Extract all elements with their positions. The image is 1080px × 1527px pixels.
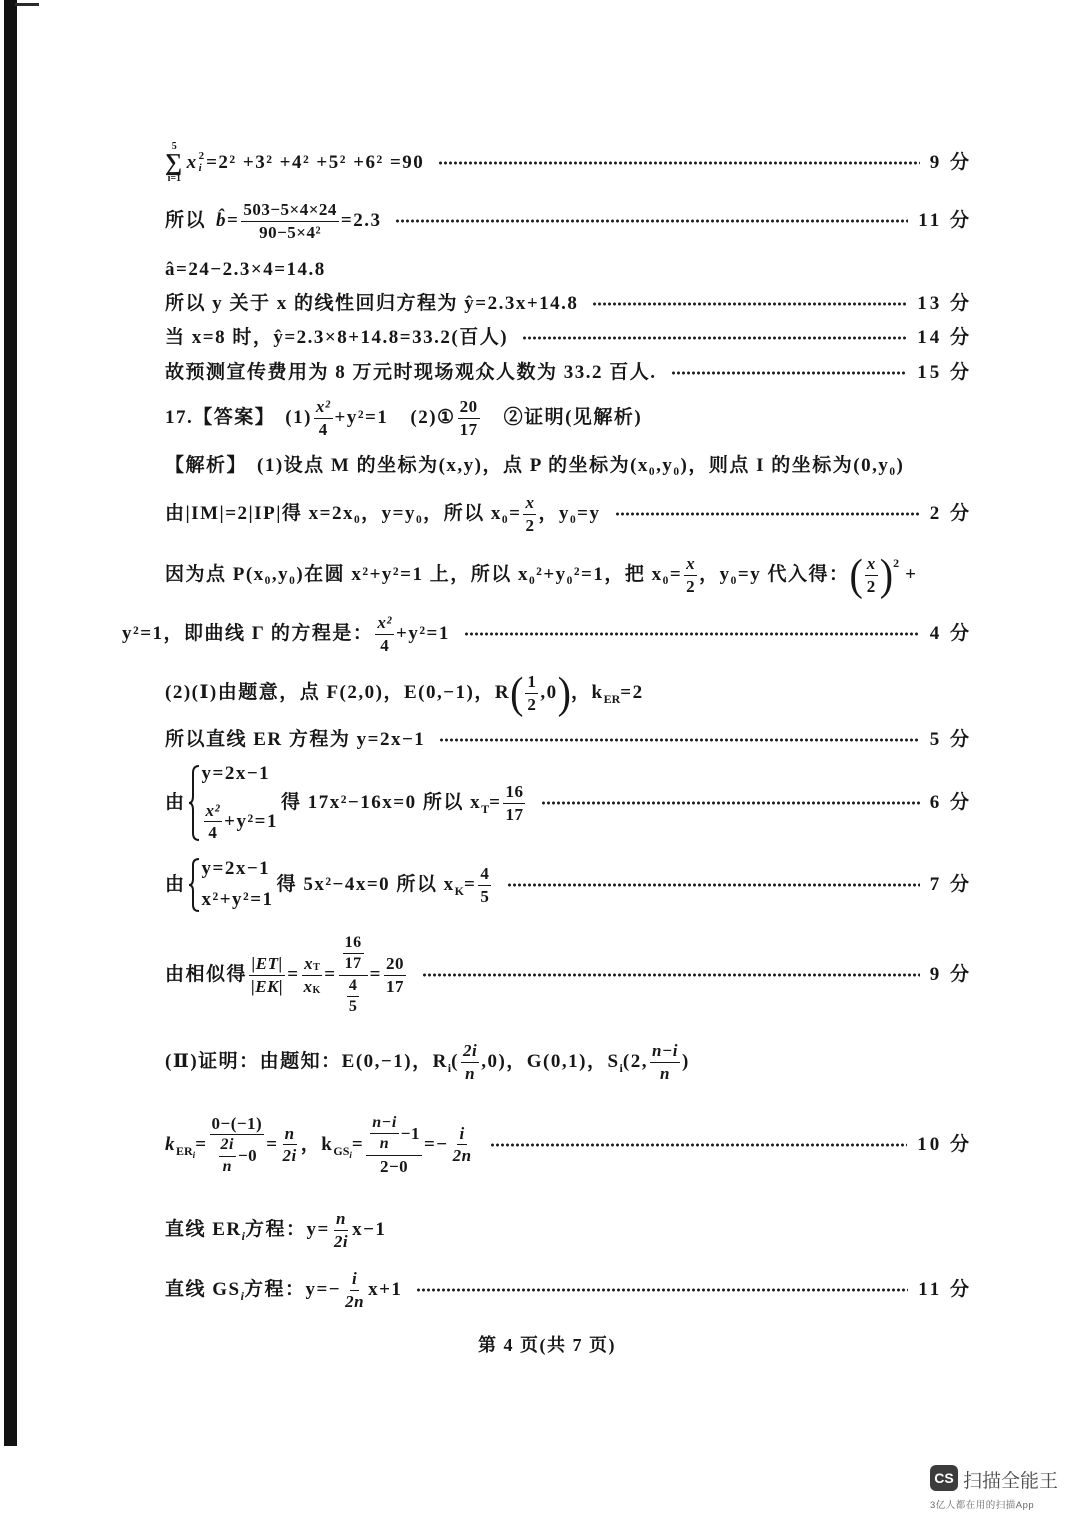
half-x-fraction bbox=[684, 554, 697, 596]
system-ellipse-content bbox=[165, 763, 527, 843]
summation-upper-limit: 5 bbox=[171, 140, 177, 152]
prediction-text: 当 x=8 时，ŷ=2.3×8+14.8=33.2(百人) bbox=[165, 326, 509, 348]
regression-equation-line bbox=[165, 289, 972, 319]
eri-slope-fraction bbox=[332, 1209, 350, 1251]
equation-label: 方程：y=− bbox=[243, 1278, 342, 1300]
prediction-line bbox=[165, 323, 972, 353]
score-label: 4 分 bbox=[929, 622, 972, 644]
fraction-numerator: x bbox=[865, 554, 878, 576]
left-paren: ( bbox=[510, 667, 524, 718]
fraction-numerator: x² bbox=[314, 397, 333, 419]
curve-equation-content bbox=[122, 613, 450, 655]
part-2-i-line bbox=[165, 668, 972, 718]
im-relation-content bbox=[165, 493, 601, 535]
fraction-numerator: n bbox=[283, 1124, 297, 1146]
similarity-lead: 由相似得 bbox=[165, 963, 248, 985]
fraction-denominator: 5 bbox=[348, 997, 358, 1015]
ellipse-fraction bbox=[204, 801, 223, 843]
slope-value: =2 bbox=[620, 681, 644, 703]
equals-sign: = bbox=[324, 963, 337, 985]
slope-symbol: k bbox=[165, 1133, 176, 1155]
line-er-equation-text: 所以直线 ER 方程为 y=2x−1 bbox=[165, 728, 426, 750]
fraction-denominator: 4 bbox=[380, 635, 390, 655]
dot-leader bbox=[416, 1287, 908, 1293]
slope-separator: ，k bbox=[300, 1133, 334, 1155]
circle-substitution-line bbox=[165, 547, 972, 603]
fraction-denominator: 90−5×4² bbox=[259, 222, 322, 242]
fraction-numerator: 20 bbox=[384, 954, 406, 976]
point-subscript: i bbox=[447, 1060, 452, 1075]
equals-sign: = bbox=[227, 209, 240, 231]
fraction-numerator: x² bbox=[204, 801, 223, 823]
score-label: 11 分 bbox=[918, 1278, 972, 1300]
compound-fraction bbox=[339, 934, 368, 1017]
scan-edge-tick bbox=[15, 3, 39, 6]
fraction-denominator: n bbox=[222, 1157, 232, 1175]
im-relation-line bbox=[165, 490, 972, 538]
ri-x-fraction bbox=[461, 1041, 479, 1083]
point-list-text: ,0)，G(0,1)，S bbox=[481, 1050, 620, 1072]
index-and-power bbox=[199, 151, 205, 174]
left-brace-icon bbox=[188, 765, 200, 841]
fraction-denominator: 2 bbox=[525, 515, 535, 535]
part-2-label: (2)① bbox=[410, 406, 456, 428]
system-lead: 由 bbox=[165, 873, 186, 895]
dot-leader bbox=[671, 370, 908, 376]
half-fraction bbox=[525, 672, 538, 714]
score-label: 13 分 bbox=[917, 292, 972, 314]
fraction-numerator: 0−(−1) bbox=[210, 1114, 265, 1136]
line-subscript: i bbox=[241, 1228, 245, 1243]
system-equation-2 bbox=[202, 889, 274, 912]
er-slope-fraction bbox=[210, 1114, 265, 1176]
numerator-tail: −1 bbox=[400, 1123, 420, 1143]
score-label: 7 分 bbox=[929, 873, 972, 895]
equals-sign: = bbox=[369, 963, 382, 985]
x-subscript: K bbox=[454, 883, 465, 898]
fraction-denominator: 2 bbox=[866, 576, 876, 596]
half-x-fraction bbox=[523, 493, 536, 535]
fraction-denominator: 2n bbox=[345, 1291, 365, 1311]
ellipse-fraction bbox=[375, 613, 394, 655]
ratio-answer-fraction bbox=[458, 397, 480, 439]
score-label: 15 分 bbox=[917, 361, 972, 383]
line-eri-equation-line bbox=[165, 1205, 972, 1255]
fraction-denominator: 17 bbox=[459, 419, 478, 439]
fraction-denominator: 4 bbox=[208, 823, 218, 843]
variable-x: x bbox=[303, 976, 313, 996]
line-er-equation-line bbox=[165, 725, 972, 755]
half-x-fraction bbox=[865, 554, 878, 596]
fraction-numerator: 4 bbox=[478, 864, 491, 886]
system-equation-1 bbox=[202, 763, 278, 786]
line-subscript: i bbox=[240, 1288, 244, 1303]
fraction-numerator: x bbox=[523, 493, 536, 515]
dot-leader bbox=[507, 882, 919, 888]
score-label: 9 分 bbox=[929, 963, 972, 985]
fraction-numerator: x² bbox=[375, 613, 394, 635]
conclusion-text: 故预测宣传费用为 8 万元时现场观众人数为 33.2 百人. bbox=[165, 361, 657, 383]
fraction-denominator: n bbox=[379, 1135, 390, 1153]
x-subscript: T bbox=[313, 961, 320, 973]
dot-leader bbox=[522, 335, 907, 341]
fraction-numerator: 2i bbox=[461, 1041, 479, 1063]
solution-intro-text: (1)设点 M 的坐标为(x,y)，点 P 的坐标为(x₀,y₀)，则点 I 的坐标为(0,y₀) bbox=[257, 454, 905, 476]
line-gsi-equation-line bbox=[165, 1265, 972, 1315]
equals-sign: = bbox=[287, 963, 300, 985]
equals-sign: = bbox=[266, 1133, 279, 1155]
gsi-slope-fraction bbox=[343, 1269, 366, 1311]
b-hat-fraction bbox=[241, 200, 339, 242]
line-label: 直线 ER bbox=[165, 1218, 242, 1240]
si-y-fraction bbox=[650, 1041, 680, 1083]
curve-equation-tail: +y²=1 bbox=[396, 622, 450, 644]
similarity-ratio-line bbox=[165, 925, 972, 1025]
fraction-numerator: 4 bbox=[347, 977, 360, 997]
denominator-tail: −0 bbox=[238, 1146, 258, 1166]
fraction-numerator: n−i bbox=[650, 1041, 680, 1063]
equation-text: x²+y²=1 bbox=[201, 889, 274, 911]
curve-equation-text: y²=1，即曲线 Γ 的方程是： bbox=[122, 622, 374, 644]
equals-sign: = bbox=[195, 1133, 208, 1155]
slope-subscript: ER bbox=[176, 1143, 193, 1158]
slopes-line bbox=[165, 1095, 972, 1195]
power: 2 bbox=[893, 555, 900, 570]
inner-fraction bbox=[343, 934, 364, 974]
dot-leader bbox=[422, 972, 920, 978]
system-equation-2 bbox=[202, 801, 278, 843]
fraction-denominator: n bbox=[465, 1063, 476, 1083]
equals-sign: = bbox=[464, 873, 477, 895]
equals-minus: =− bbox=[423, 1133, 449, 1155]
sum-of-squares-expression bbox=[165, 142, 424, 185]
right-paren: ) bbox=[557, 667, 571, 718]
variable-x: x bbox=[186, 151, 198, 173]
fraction-denominator: 2 bbox=[527, 694, 537, 714]
score-label: 10 分 bbox=[917, 1133, 972, 1155]
im-relation-text: 由|IM|=2|IP|得 x=2x₀，y=y₀，所以 x₀= bbox=[165, 502, 522, 524]
dot-leader bbox=[490, 1142, 908, 1148]
proof-note: ②证明(见解析) bbox=[503, 406, 643, 428]
sum-expansion: =2² +3² +4² +5² +6² =90 bbox=[206, 151, 425, 173]
fraction-numerator bbox=[339, 934, 368, 976]
inner-fraction bbox=[370, 1114, 399, 1154]
score-label: 11 分 bbox=[918, 209, 972, 231]
fraction-numerator: i bbox=[457, 1124, 466, 1146]
summation-sign: ∑ bbox=[165, 149, 184, 176]
variable-x: x bbox=[304, 953, 314, 973]
ellipse-fraction bbox=[314, 397, 333, 439]
fraction-numerator: |ET| bbox=[249, 954, 284, 976]
conclusion-line bbox=[165, 358, 972, 388]
fraction-denominator: 17 bbox=[505, 804, 524, 824]
sum-of-squares-line bbox=[165, 138, 972, 188]
camscanner-logo-icon: CS bbox=[930, 1465, 958, 1491]
fraction-numerator bbox=[302, 954, 322, 976]
inner-fraction bbox=[347, 977, 360, 1017]
circle-middle-text: ，y₀=y 代入得： bbox=[699, 563, 850, 585]
score-label: 2 分 bbox=[929, 502, 972, 524]
system-circle-content bbox=[165, 858, 493, 912]
equation-tail: x+1 bbox=[368, 1278, 403, 1300]
system-result-text: 得 17x²−16x=0 所以 x bbox=[280, 791, 482, 813]
part-1-label: (1) bbox=[285, 406, 312, 428]
page-number: 第 4 页(共 7 页) bbox=[478, 1335, 616, 1355]
fraction-denominator: 2 bbox=[686, 576, 696, 596]
xt-fraction bbox=[503, 782, 525, 824]
a-hat-expression: â=24−2.3×4=14.8 bbox=[165, 258, 326, 280]
x-subscript: T bbox=[481, 801, 490, 816]
system-result-text: 得 5x²−4x=0 所以 x bbox=[276, 873, 455, 895]
fraction-denominator: 2i bbox=[282, 1146, 297, 1166]
curve-equation-line bbox=[122, 609, 972, 659]
equation-tail: +y²=1 bbox=[224, 810, 278, 832]
scan-edge-bar bbox=[4, 0, 17, 1446]
b-hat-line bbox=[165, 193, 972, 249]
system-equation-1 bbox=[202, 858, 274, 881]
fraction-denominator bbox=[215, 1135, 260, 1176]
system-equations bbox=[202, 763, 278, 843]
power: 2 bbox=[198, 150, 205, 163]
equation-tail: x−1 bbox=[352, 1218, 387, 1240]
dot-leader bbox=[438, 160, 919, 166]
dot-leader bbox=[395, 218, 908, 224]
dot-leader bbox=[592, 301, 907, 307]
x-ratio-fraction bbox=[302, 954, 323, 996]
slope-sub-subscript: i bbox=[192, 1149, 196, 1160]
solution-intro-line bbox=[165, 451, 972, 481]
score-label: 14 分 bbox=[917, 326, 972, 348]
ellipse-rest: +y²=1 bbox=[334, 406, 389, 428]
score-label: 6 分 bbox=[929, 791, 972, 813]
slope-sub-subscript: i bbox=[349, 1149, 352, 1160]
point-open: ( bbox=[451, 1050, 459, 1072]
b-hat-symbol: b̂ bbox=[216, 209, 228, 231]
right-paren: ) bbox=[879, 549, 894, 600]
slopes-content bbox=[165, 1114, 476, 1176]
fraction-denominator: 4 bbox=[318, 419, 328, 439]
point-close: ) bbox=[681, 1050, 690, 1072]
fraction-denominator: n bbox=[659, 1063, 670, 1083]
plus-sign: + bbox=[905, 563, 918, 585]
fraction-denominator: 17 bbox=[344, 955, 362, 973]
im-relation-tail: ，y₀=y bbox=[538, 502, 601, 524]
fraction-denominator bbox=[302, 976, 323, 997]
fraction-numerator: 1 bbox=[525, 672, 538, 694]
dot-leader bbox=[541, 800, 919, 806]
solution-label: 【解析】 bbox=[165, 454, 248, 476]
slope-subscript: GS bbox=[333, 1143, 350, 1158]
prefix-text: 所以 bbox=[165, 209, 207, 231]
equals-sign: = bbox=[489, 791, 502, 813]
fraction-numerator: 2i bbox=[219, 1136, 236, 1156]
summation-lower-limit: i=1 bbox=[167, 173, 182, 185]
score-label: 5 分 bbox=[929, 728, 972, 750]
equation-system bbox=[188, 858, 274, 912]
fraction-denominator: 2n bbox=[452, 1146, 472, 1166]
equals-sign: = bbox=[351, 1133, 365, 1155]
fraction-numerator: 16 bbox=[343, 934, 364, 954]
equation-system bbox=[188, 763, 278, 843]
slope-subscript: ER bbox=[603, 691, 621, 706]
fraction-denominator: 5 bbox=[480, 886, 490, 906]
point-open: (2, bbox=[622, 1050, 648, 1072]
fraction-numerator: 503−5×4×24 bbox=[241, 200, 339, 222]
left-brace-icon bbox=[188, 858, 200, 912]
ratio-result-fraction bbox=[384, 954, 406, 996]
fraction-denominator: 17 bbox=[385, 976, 404, 996]
system-ellipse-line bbox=[165, 761, 972, 845]
summation bbox=[165, 142, 184, 185]
dot-leader bbox=[464, 631, 920, 637]
line-gsi-content bbox=[165, 1269, 402, 1311]
watermark-tagline: 3亿人都在用的扫描App bbox=[930, 1500, 1035, 1511]
b-hat-result: =2.3 bbox=[340, 209, 382, 231]
segment-ratio-fraction bbox=[249, 954, 285, 996]
fraction-numerator: n−i bbox=[370, 1114, 399, 1134]
answer-label: 17.【答案】 bbox=[165, 406, 276, 428]
system-circle-line bbox=[165, 855, 972, 915]
point-subscript: i bbox=[619, 1060, 623, 1075]
left-paren: ( bbox=[849, 549, 863, 600]
dot-leader bbox=[439, 737, 919, 743]
line-label: 直线 GS bbox=[165, 1278, 241, 1300]
slope-symbol: ，k bbox=[571, 681, 604, 703]
xk-fraction bbox=[478, 864, 491, 906]
equation-label: 方程：y= bbox=[245, 1218, 330, 1240]
fraction-denominator bbox=[343, 976, 364, 1017]
system-equations bbox=[202, 858, 274, 912]
watermark-app-name: 扫描全能王 bbox=[963, 1471, 1059, 1492]
gs-slope-fraction bbox=[366, 1114, 422, 1176]
part-2-ii-line bbox=[165, 1037, 972, 1087]
fraction-denominator: |EK| bbox=[251, 976, 284, 996]
part-2-ii-text: (Ⅱ)证明：由题知：E(0,−1)，R bbox=[165, 1050, 448, 1072]
fraction-numerator bbox=[366, 1114, 422, 1156]
b-hat-expression bbox=[165, 200, 381, 242]
dot-leader bbox=[615, 511, 920, 517]
fraction-numerator: 16 bbox=[503, 782, 525, 804]
system-lead: 由 bbox=[165, 791, 186, 813]
inner-fraction bbox=[219, 1136, 236, 1176]
circle-text: 因为点 P(x₀,y₀)在圆 x²+y²=1 上，所以 x₀²+y₀²=1，把 x₀= bbox=[165, 563, 683, 585]
similarity-ratio-content bbox=[165, 934, 408, 1017]
fraction-denominator: 2−0 bbox=[379, 1156, 409, 1176]
gs-slope-result-fraction bbox=[451, 1124, 474, 1166]
fraction-numerator: n bbox=[334, 1209, 348, 1231]
regression-equation-text: 所以 y 关于 x 的线性回归方程为 ŷ=2.3x+14.8 bbox=[165, 292, 579, 314]
answer-17-line bbox=[165, 393, 972, 443]
fraction-numerator: i bbox=[350, 1269, 359, 1291]
er-slope-result-fraction bbox=[281, 1124, 299, 1166]
fraction-numerator: x bbox=[684, 554, 697, 576]
equation-text: y=2x−1 bbox=[201, 763, 271, 784]
score-label: 9 分 bbox=[929, 151, 972, 173]
answer-17-content bbox=[165, 397, 642, 439]
equation-text: y=2x−1 bbox=[201, 858, 271, 879]
fraction-numerator: 20 bbox=[458, 397, 480, 419]
fraction-denominator: 2i bbox=[333, 1231, 349, 1251]
index: i bbox=[198, 161, 202, 174]
a-hat-line bbox=[165, 255, 972, 285]
point-r-rest: ,0 bbox=[540, 681, 558, 703]
part-2-i-text: (2)(Ⅰ)由题意，点 F(2,0)，E(0,−1)，R bbox=[165, 681, 511, 703]
x-subscript: K bbox=[312, 984, 321, 996]
